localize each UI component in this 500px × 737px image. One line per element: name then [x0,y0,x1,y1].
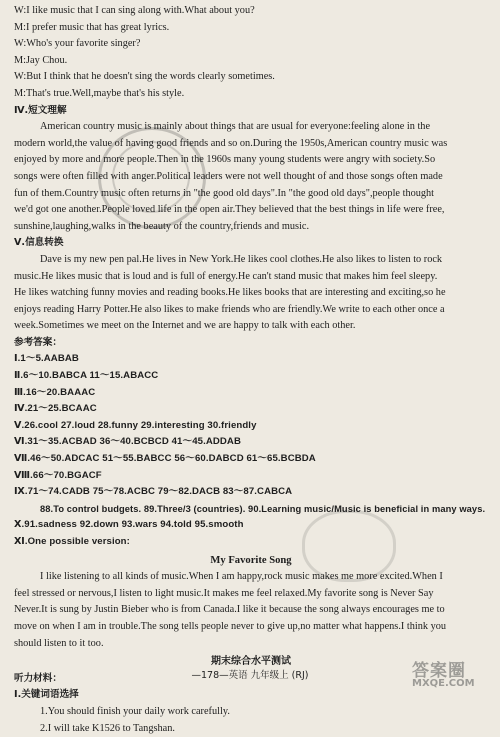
page-footer: —178—英语 九年级上 (RJ) [191,670,309,681]
passage-line: sunshine,laughing,walks in the beauty of the country,friends and music. [14,220,310,232]
passage-line: we'd got one another.People loved life in the open air.They believed that the best things in life were free, [14,204,445,216]
passage-line: fun of them.Country music often returns in "the good old days".In "the good old days",people thought [14,187,435,199]
answer-line: 88.To control budgets. 89.Three/3 (countries). 90.Learning music/Music is beneficial in many ways. [40,503,486,514]
listening-line: 2.I will take K1526 to Tangshan. [40,722,175,734]
essay-line: Never.It is sung by Justin Bieber who is from Canada.I like it because the song always encourages me to [14,604,445,616]
passage-line: songs were often filled with anger.Political leaders were not well thought of and those songs often made [14,170,443,182]
passage-line: He likes watching funny movies and reading books.He likes books that are interesting and exciting,so he [14,287,446,299]
dialogue-line: W:Who's your favorite singer? [14,38,141,50]
watermark-logo-text: 答案圈 [412,661,466,681]
dialogue-line: M:Jay Chou. [14,54,68,66]
dialogue-line: W:I like music that I can sing along with.What about you? [14,5,255,16]
answer-line: Ⅱ.6～10.BABCA 11～15.ABACC [14,370,159,382]
exam-title: 期末综合水平测试 [211,656,291,668]
answer-line: Ⅴ.26.cool 27.loud 28.funny 29.interesting 30.friendly [14,419,257,431]
answer-line: Ⅷ.66～70.BGACF [14,469,102,481]
answer-line: Ⅶ.46～50.ADCAC 51～55.BABCC 56～60.DABCD 61～65.BCBDA [14,453,316,465]
passage-line: modern world,the value of having good friends and so on.During the 1950s,American country music was [14,137,448,149]
essay-title: My Favorite Song [210,554,292,566]
answer-line: Ⅸ.71～74.CADB 75～78.ACBC 79～82.DACB 83～87.CABCA [14,486,293,498]
section-heading: Ⅳ.短文理解 [14,104,67,116]
answer-line: Ⅲ.16～20.BAAAC [14,386,96,398]
dialogue-line: M:I prefer music that has great lyrics. [14,21,170,33]
section-heading: Ⅴ.信息转换 [14,237,64,249]
essay-line: move on when I am in trouble.The song tells people never to give up,no matter what happens.I think you [14,620,447,632]
listening-line: 1.You should finish your daily work carefully. [40,705,230,717]
passage-line: music.He likes music that is loud and is full of energy.He can't stand music that makes him feel sleepy. [14,270,438,282]
passage-line: enjoys reading Harry Potter.He also likes to make friends who are friendly.We write to each other once a [14,303,445,315]
essay-line: feel stressed or nervous,I listen to light music.It makes me feel relaxed.My favorite song is Never Say [14,587,434,599]
essay-line: I like listening to all kinds of music.When I am happy,rock music makes me more excited.When I [40,571,443,583]
answer-line: Ⅰ.1～5.AABAB [14,353,79,365]
passage-line: Dave is my new pen pal.He lives in New York.He likes cool clothes.He also likes to listen to rock [40,253,443,265]
section-heading: Ⅰ.关键词语选择 [14,689,79,701]
watermark-url: MXQE.COM [412,678,475,689]
listening-heading: 听力材料： [14,672,62,684]
dialogue-line: M:That's true.Well,maybe that's his style. [14,87,185,99]
answer-line: Ⅹ.91.sadness 92.down 93.wars 94.told 95.smooth [14,519,244,531]
answer-line: Ⅺ.One possible version: [14,536,130,547]
passage-line: week.Sometimes we meet on the Internet and we are happy to talk with each other. [14,320,356,332]
passage-line: American country music is mainly about things that are usual for everyone:feeling alone in the [40,121,431,133]
answer-line: Ⅵ.31～35.ACBAD 36～40.BCBCD 41～45.ADDAB [14,436,241,448]
watermark-logo [412,656,494,696]
answer-line: Ⅳ.21～25.BCAAC [14,403,97,415]
answers-heading: 参考答案： [14,336,62,348]
dialogue-line: W:But I think that he doesn't sing the words clearly sometimes. [14,71,275,83]
essay-line: should listen to it too. [14,637,104,649]
passage-line: enjoyed by more and more people.Then in the 1960s many young students were angry with society.So [14,154,436,166]
